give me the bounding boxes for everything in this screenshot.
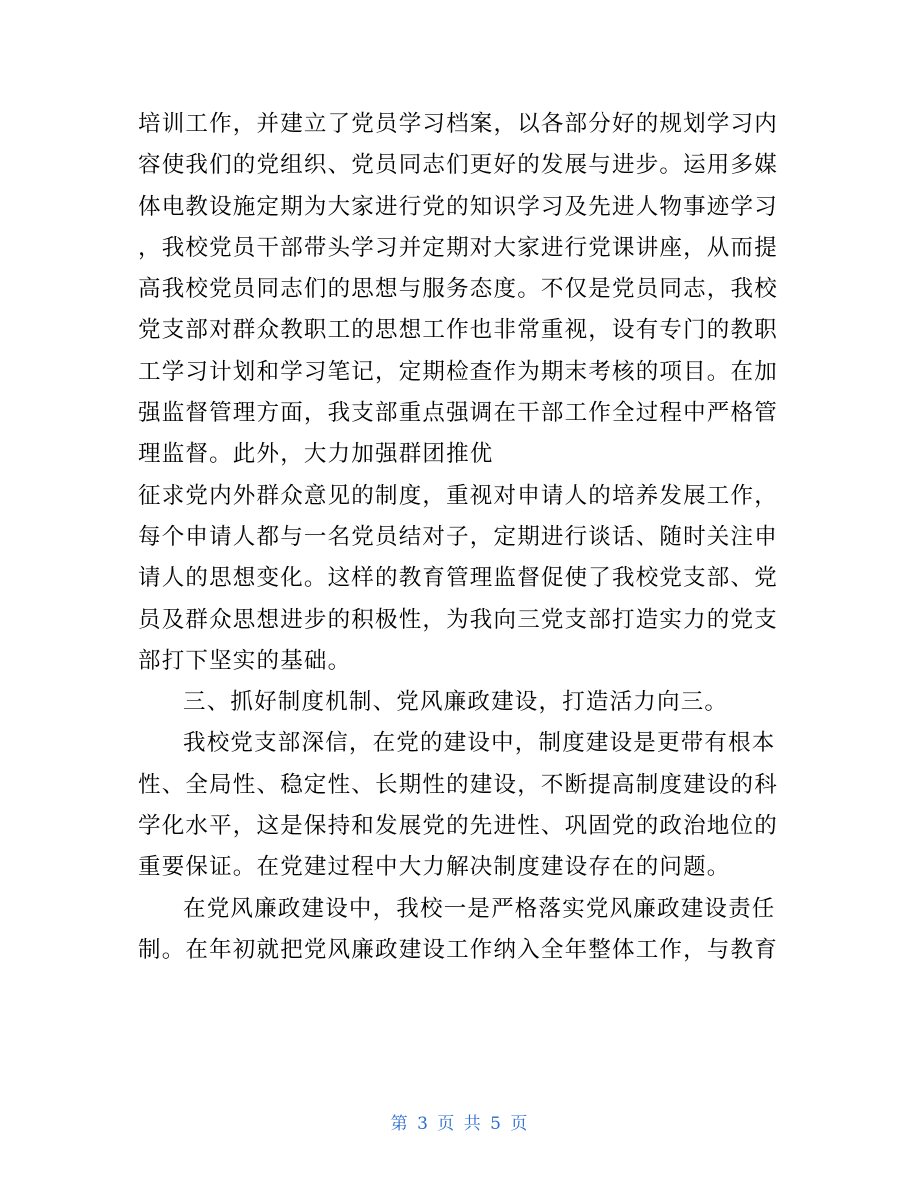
text-line: 每个申请人都与一名党员结对子，定期进行谈话、随时关注申: [138, 523, 778, 550]
section-heading: [138, 682, 788, 723]
text-line: 容使我们的党组织、党员同志们更好的发展与进步。运用多媒: [138, 152, 778, 179]
text-line: 体电教设施定期为大家进行党的知识学习及先进人物事迹学习: [138, 193, 778, 220]
document-body: [138, 104, 788, 971]
text-line: 我校党支部深信，在党的建设中，制度建设是更带有根本: [183, 730, 776, 757]
page-number-footer: 第 3 页 共 5 页: [390, 1114, 530, 1134]
text-line: 员及群众思想进步的积极性，为我向三党支部打造实力的党支: [138, 606, 778, 633]
text-line: 理监督。此外，大力加强群团推优: [138, 441, 494, 468]
text-line: 培训工作，并建立了党员学习档案，以各部分好的规划学习内: [138, 111, 778, 137]
paragraph-3: [138, 723, 788, 888]
heading-line: 三、抓好制度机制、党风廉政建设，打造活力向三。: [183, 689, 729, 716]
text-line: 高我校党员同志们的思想与服务态度。不仅是党员同志，我校: [138, 276, 778, 303]
text-line: 在党风廉政建设中，我校一是严格落实党风廉政建设责任: [183, 895, 776, 922]
paragraph-1: [138, 104, 788, 476]
text-line: 性、全局性、稳定性、长期性的建设，不断提高制度建设的科: [138, 771, 778, 798]
text-line: 制。在年初就把党风廉政建设工作纳入全年整体工作，与教育: [138, 936, 778, 963]
paragraph-4: [138, 889, 788, 972]
text-line: 学化水平，这是保持和发展党的先进性、巩固党的政治地位的: [138, 813, 778, 840]
text-line: ，我校党员干部带头学习并定期对大家进行党课讲座，从而提: [138, 234, 778, 261]
text-line: 重要保证。在党建过程中大力解决制度建设存在的问题。: [138, 854, 731, 881]
text-line: 工学习计划和学习笔记，定期检查作为期末考核的项目。在加: [138, 358, 778, 385]
text-line: 征求党内外群众意见的制度，重视对申请人的培养发展工作，: [138, 482, 778, 509]
text-line: 党支部对群众教职工的思想工作也非常重视，设有专门的教职: [138, 317, 778, 344]
text-line: 强监督管理方面，我支部重点强调在干部工作全过程中严格管: [138, 400, 778, 427]
paragraph-2: [138, 476, 788, 682]
text-line: 部打下坚实的基础。: [138, 647, 352, 674]
text-line: 请人的思想变化。这样的教育管理监督促使了我校党支部、党: [138, 565, 778, 592]
